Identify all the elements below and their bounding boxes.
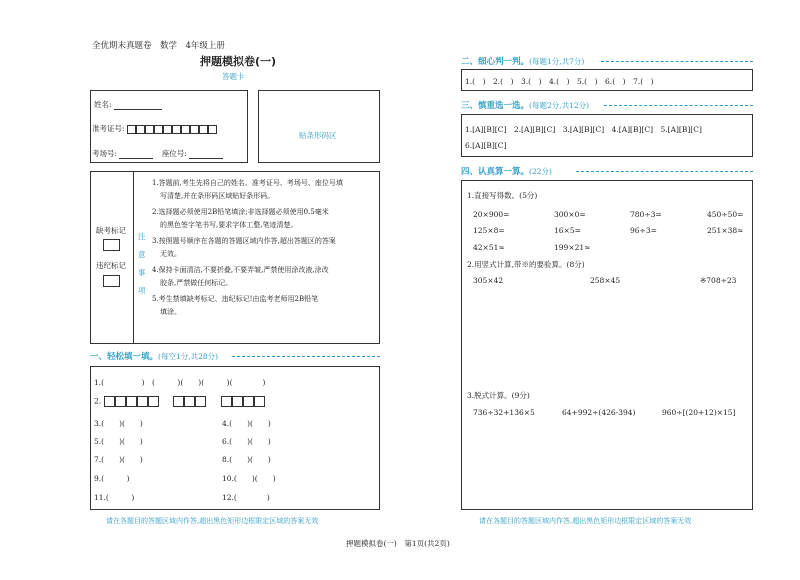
s1-row-6-left[interactable]: 9.( ) bbox=[94, 474, 130, 483]
s4-q1-item: 42×51≈ bbox=[473, 243, 505, 252]
room-seat-row bbox=[92, 148, 223, 159]
section4-rule bbox=[576, 171, 753, 172]
s1-row-3-right[interactable]: 4.( )( ) bbox=[222, 419, 271, 428]
s4-q3-item: 64+992÷(426-394) bbox=[562, 408, 636, 417]
s1-row-4-left[interactable]: 5.( )( ) bbox=[94, 437, 143, 446]
room-input[interactable] bbox=[119, 149, 153, 159]
section3-answer-box bbox=[461, 114, 753, 157]
s4-q3-work-area[interactable] bbox=[467, 423, 747, 505]
s4-q3-item: 960÷[(20+12)×15] bbox=[662, 408, 736, 417]
s1-row-1[interactable]: 1.( ) ( )( )( )( ) bbox=[94, 378, 266, 387]
section2-points: (每题1分,共7分) bbox=[529, 57, 585, 66]
s1-row-7-right[interactable]: 12.( ) bbox=[222, 493, 270, 502]
s1-row-3-left[interactable]: 3.( )( ) bbox=[94, 419, 143, 428]
s4-q1-item: 199×21≈ bbox=[554, 243, 591, 252]
section3-rule bbox=[604, 105, 753, 106]
section2-title: 二、细心判一判。(每题1分,共7分) bbox=[461, 57, 585, 67]
absent-mark-box[interactable] bbox=[103, 239, 120, 251]
violation-label: 违纪标记 bbox=[96, 261, 126, 270]
name-row bbox=[94, 99, 162, 110]
s2-items[interactable]: 1.( ) 2.( ) 3.( ) 4.( ) 5.( ) 6.( ) 7.( ) bbox=[465, 77, 654, 86]
s4-q1-item: 96÷3= bbox=[630, 226, 657, 235]
series-header: 全优期末真题卷 数学 4年级上册 bbox=[92, 41, 225, 51]
s4-q1-item: 780÷3= bbox=[630, 210, 662, 219]
ticket-boxes[interactable] bbox=[127, 124, 217, 133]
ticket-label: 准考证号: bbox=[92, 124, 125, 133]
section4-points: (22分) bbox=[529, 167, 552, 176]
section1-rule bbox=[232, 356, 380, 357]
section3-points: (每题2分,共12分) bbox=[529, 101, 590, 110]
seat-input[interactable] bbox=[189, 149, 223, 159]
section1-title: 一、轻松填一填。(每空1分,共28分) bbox=[90, 352, 219, 362]
s4-q3-title: 3.脱式计算。(9分) bbox=[467, 391, 530, 400]
s4-q1-title: 1.直接写得数。(5分) bbox=[467, 191, 538, 200]
s1-row-4-right[interactable]: 6.( )( ) bbox=[222, 437, 271, 446]
s4-q1-item: 16×5= bbox=[554, 226, 581, 235]
section3-title: 三、慎重选一选。(每题2分,共12分) bbox=[461, 101, 590, 111]
s3-row-2[interactable]: 6.[A][B][C] bbox=[465, 141, 507, 150]
notes-list: 1.答题前,考生先将自己的姓名、准考证号、考场号、座位号填 写清楚,并在条形码区域贴好条形码。 2.选择题必须使用2B铅笔填涂;非选择题必须使用0.5毫米 的黑色签字笔书写,要求字体工整,笔迹清楚。 3.按照题号顺序在各题的答题区域内作答,超出答题区的答案 无效。 4.保持卡面清洁,不要折叠,不要弄皱,严禁使用涂改液,涂改 胶条,严禁做任何标记。 5.考生禁填缺考标记、违纪标记!由监考老师用2B铅笔 填涂。 bbox=[152, 179, 343, 316]
page-footer: 押题模拟卷(一) 第1页(共2页) bbox=[346, 539, 450, 548]
notice-label: 注 意 事 项 bbox=[138, 232, 146, 295]
s3-row-1[interactable]: 1.[A][B][C] 2.[A][B][C] 3.[A][B][C] 4.[A][B][C] 5.[A][B][C] bbox=[465, 125, 702, 134]
s4-q2-work-area[interactable] bbox=[467, 291, 747, 383]
page-title: 押题模拟卷(一) bbox=[200, 55, 277, 68]
s1-row-5-right[interactable]: 8.( )( ) bbox=[222, 455, 271, 464]
s4-q1-item: 300×0= bbox=[554, 210, 586, 219]
s1-row-2-boxes[interactable] bbox=[104, 397, 266, 406]
student-info-box bbox=[90, 90, 248, 163]
seat-label: 座位号: bbox=[161, 149, 187, 158]
violation-mark-box[interactable] bbox=[103, 275, 120, 287]
barcode-area bbox=[258, 90, 380, 163]
marks-divider bbox=[133, 172, 134, 343]
room-label: 考场号: bbox=[92, 149, 118, 158]
section4-title: 四、认真算一算。(22分) bbox=[461, 167, 552, 177]
s4-q1-item: 20×900= bbox=[473, 210, 510, 219]
s1-row-7-left[interactable]: 11.( ) bbox=[94, 493, 135, 502]
s4-q1-item: 450÷50= bbox=[707, 210, 744, 219]
s4-q2-title: 2.用竖式计算,带※的要验算。(8分) bbox=[467, 260, 585, 269]
name-input[interactable] bbox=[114, 100, 162, 110]
s4-q2-item: 305×42 bbox=[473, 276, 504, 285]
s4-q1-item: 251×38≈ bbox=[707, 226, 744, 235]
s1-row-6-right[interactable]: 10.( )( ) bbox=[222, 474, 276, 483]
ticket-row bbox=[92, 123, 217, 134]
s4-q3-item: 736÷32+136×5 bbox=[473, 408, 535, 417]
marks-notes-box bbox=[90, 171, 380, 344]
section1-points: (每空1分,共28分) bbox=[158, 352, 219, 361]
s1-row-5-left[interactable]: 7.( )( ) bbox=[94, 455, 143, 464]
right-footer-note: 请在各题目的答题区域内作答,超出黑色矩形边框限定区域的答案无效 bbox=[479, 517, 692, 525]
section1-answer-box bbox=[90, 366, 380, 510]
absent-label: 缺考标记 bbox=[96, 226, 126, 235]
s4-q2-item: ※708÷23 bbox=[700, 276, 737, 285]
s4-q1-item: 125×8= bbox=[473, 226, 505, 235]
section2-rule bbox=[601, 61, 753, 62]
s1-row-2[interactable]: 2. bbox=[94, 396, 265, 407]
barcode-label: 贴条形码区 bbox=[299, 131, 337, 140]
name-label: 姓名: bbox=[94, 100, 112, 109]
answer-card-label: 答题卡 bbox=[222, 72, 245, 81]
section4-answer-box bbox=[461, 180, 753, 510]
section2-answer-box bbox=[461, 69, 753, 91]
s4-q2-item: 258×45 bbox=[590, 276, 621, 285]
left-footer-note: 请在各题目的答题区域内作答,超出黑色矩形边框限定区域的答案无效 bbox=[106, 517, 319, 525]
